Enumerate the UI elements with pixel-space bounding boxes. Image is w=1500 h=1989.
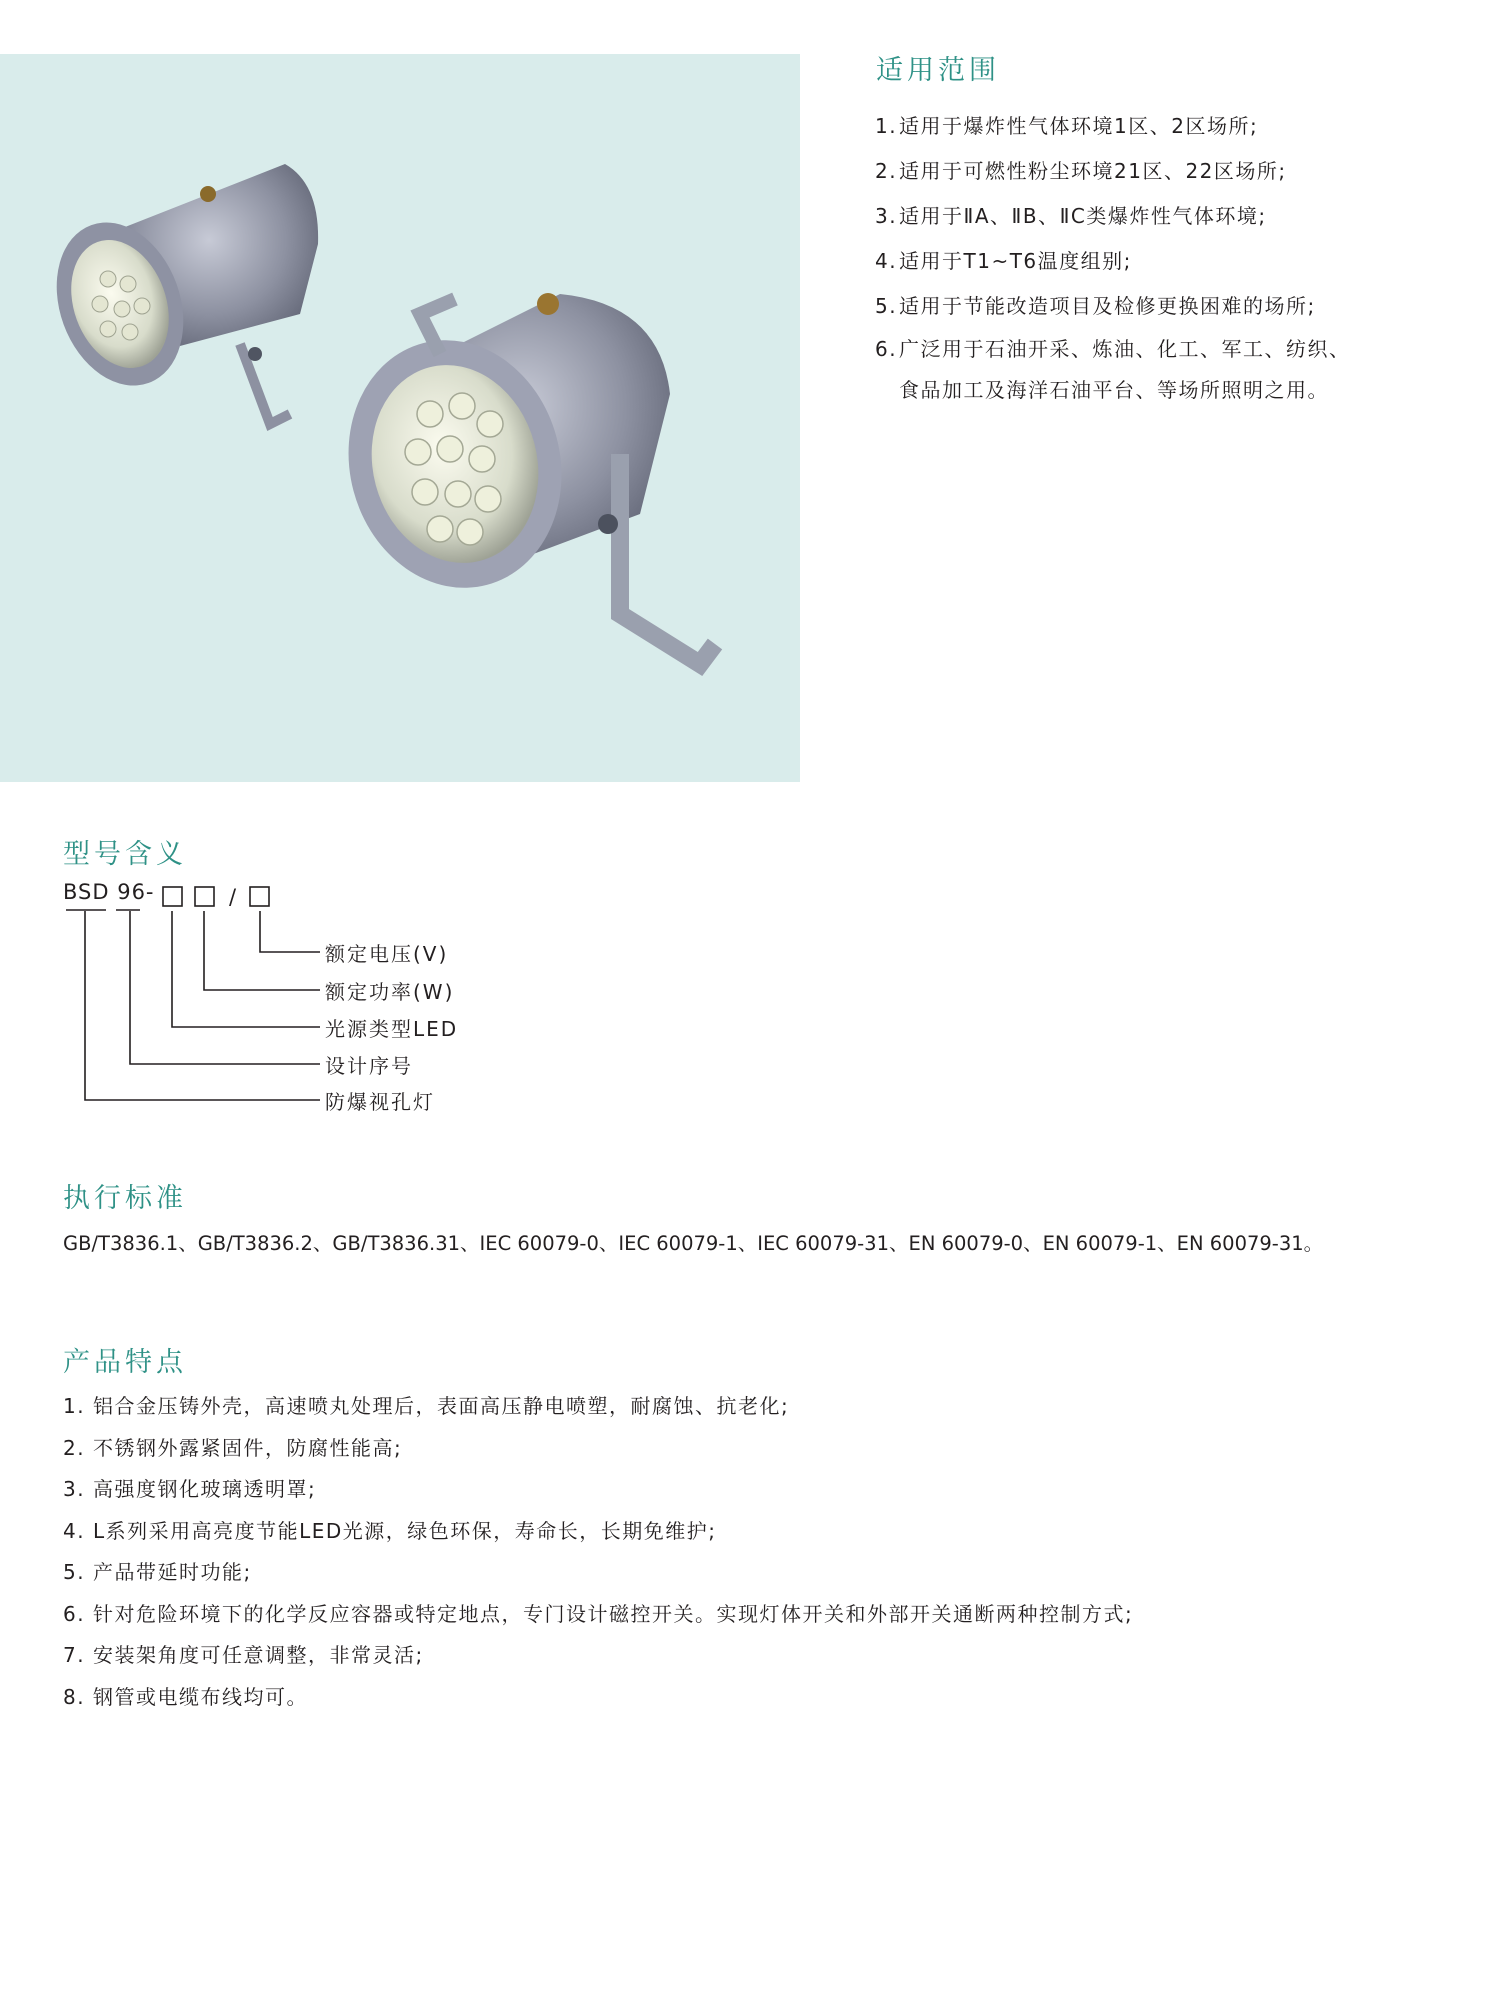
leader-line-voltage (260, 911, 320, 952)
leader-line-design-serial (130, 911, 320, 1064)
item-text: 产品带延时功能; (92, 1560, 252, 1584)
list-item (875, 149, 1475, 194)
list-item (63, 1511, 1463, 1553)
item-text: 适用于可燃性粉尘环境21区、22区场所; (899, 159, 1287, 183)
item-text: L系列采用高亮度节能LED光源，绿色环保，寿命长，长期免维护; (92, 1518, 717, 1543)
item-text: 广泛用于石油开采、炼油、化工、军工、纺织、 (899, 337, 1351, 361)
model-label-voltage: 额定电压(V) (325, 942, 449, 966)
item-number: 5. (63, 1560, 86, 1584)
model-label-light-source: 光源类型LED (325, 1017, 459, 1041)
model-label-product-name: 防爆视孔灯 (325, 1090, 435, 1114)
item-number: 5. (875, 294, 898, 318)
model-placeholder-box (250, 887, 269, 906)
leader-line-product (85, 911, 320, 1100)
applicability-heading: 适用范围 (876, 55, 1000, 86)
leader-line-light-source (172, 911, 320, 1027)
applicability-list (875, 104, 1475, 411)
standards-text: GB/T3836.1、GB/T3836.2、GB/T3836.31、IEC 60079-0、IEC 60079-1、IEC 60079-31、EN 60079-0、EN 60079-1、EN 60079-31。 (63, 1232, 1324, 1255)
list-item (63, 1428, 1463, 1470)
model-code: BSD 96- (63, 880, 155, 904)
model-slash: / (229, 885, 237, 909)
model-heading: 型号含义 (63, 839, 187, 870)
item-number: 8. (63, 1684, 86, 1709)
item-number: 4. (875, 249, 898, 273)
item-text: 钢管或电缆布线均可。 (92, 1684, 308, 1709)
model-placeholder-box (195, 887, 214, 906)
item-text-continued: 食品加工及海洋石油平台、等场所照明之用。 (899, 378, 1329, 402)
item-text: 适用于ⅡA、ⅡB、ⅡC类爆炸性气体环境; (899, 204, 1267, 228)
item-text: 适用于爆炸性气体环境1区、2区场所; (899, 114, 1259, 138)
item-text: 安装架角度可任意调整，非常灵活; (92, 1643, 424, 1667)
item-number: 6. (875, 337, 898, 361)
item-number: 7. (63, 1643, 86, 1667)
item-number: 3. (63, 1477, 86, 1501)
model-label-power: 额定功率(W) (325, 980, 455, 1004)
list-item (63, 1677, 1463, 1719)
list-item (63, 1552, 1463, 1594)
model-label-design-serial: 设计序号 (325, 1054, 413, 1078)
item-text: 针对危险环境下的化学反应容器或特定地点，专门设计磁控开关。实现灯体开关和外部开关通断两种控制方式; (92, 1601, 1134, 1626)
list-item (875, 239, 1475, 284)
item-text: 适用于节能改造项目及检修更换困难的场所; (899, 294, 1316, 318)
item-number: 2. (875, 159, 898, 183)
product-image-panel (0, 54, 800, 782)
list-item (875, 329, 1475, 411)
features-list (63, 1386, 1463, 1718)
leader-line-power (204, 911, 320, 990)
item-text: 不锈钢外露紧固件，防腐性能高; (92, 1435, 403, 1460)
list-item (63, 1635, 1463, 1677)
list-item (63, 1594, 1463, 1636)
features-heading: 产品特点 (63, 1347, 187, 1378)
item-number: 4. (63, 1518, 86, 1543)
item-text: 适用于T1~T6温度组别; (899, 249, 1132, 273)
item-text: 铝合金压铸外壳，高速喷丸处理后，表面高压静电喷塑，耐腐蚀、抗老化; (92, 1394, 790, 1418)
item-number: 3. (875, 204, 898, 228)
list-item (875, 284, 1475, 329)
item-number: 1. (63, 1394, 86, 1418)
item-number: 2. (63, 1435, 86, 1460)
list-item (63, 1386, 1463, 1428)
list-item (63, 1469, 1463, 1511)
item-number: 6. (63, 1601, 86, 1626)
model-placeholder-box (163, 887, 182, 906)
list-item (875, 194, 1475, 239)
standards-heading: 执行标准 (63, 1183, 187, 1214)
small-lamp (35, 164, 318, 424)
item-text: 高强度钢化玻璃透明罩; (92, 1477, 317, 1501)
large-lamp (321, 293, 715, 664)
list-item (875, 104, 1475, 149)
product-photo (0, 54, 800, 782)
item-number: 1. (875, 114, 898, 138)
